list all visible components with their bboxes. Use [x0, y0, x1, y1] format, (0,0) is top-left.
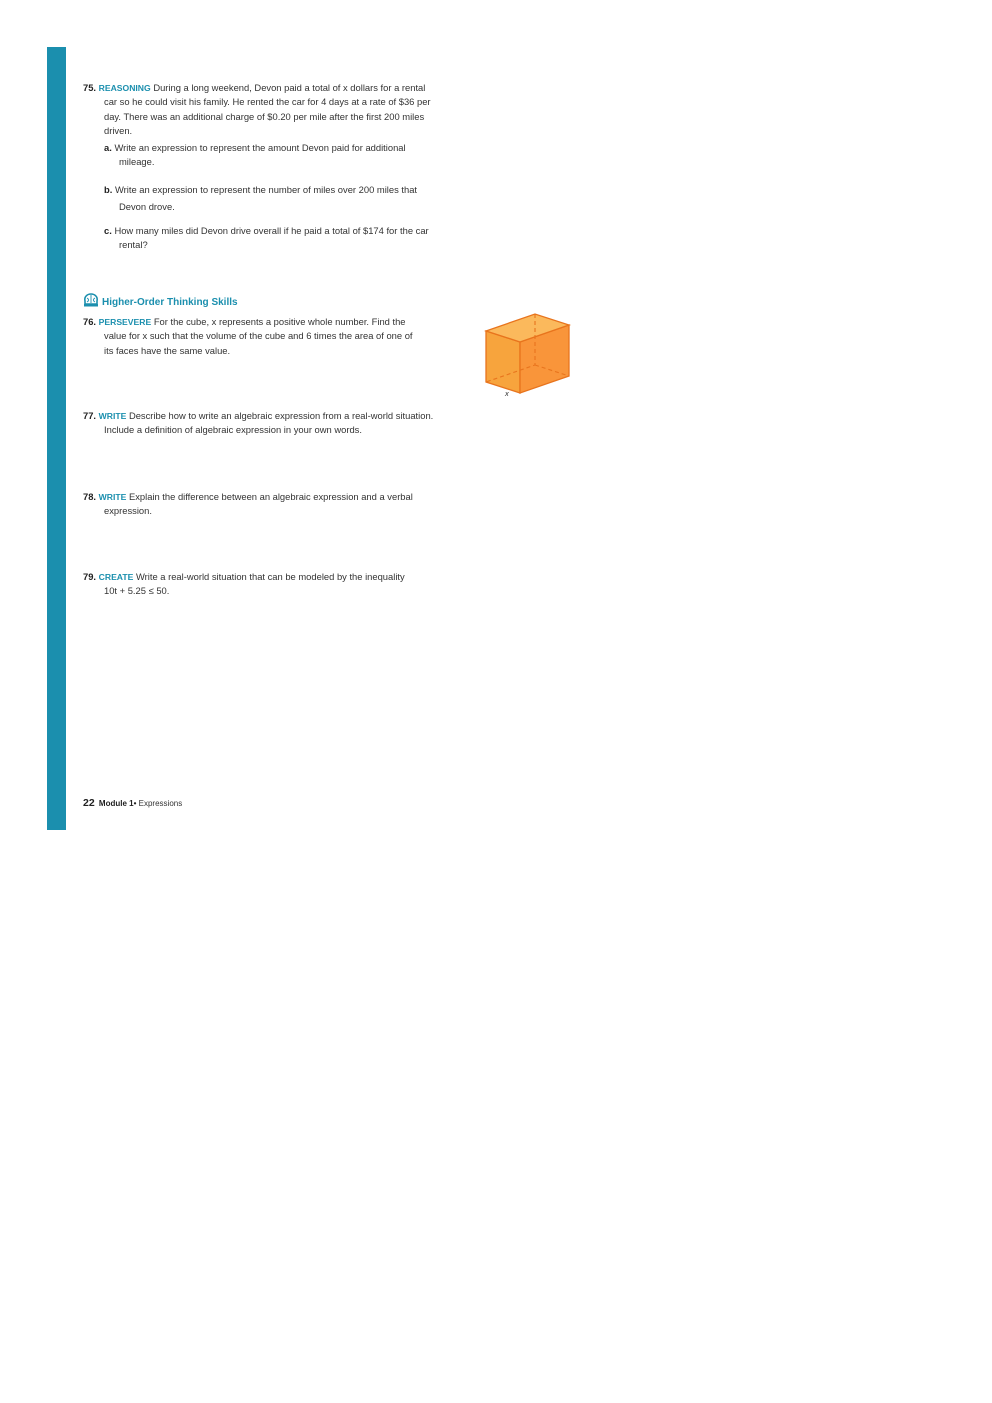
problem-text-line: car so he could visit his family. He rented the car for 4 days at a rate of $36 per [104, 96, 431, 108]
problem-text-line: 10t + 5.25 ≤ 50. [104, 585, 170, 597]
page-number: 22 [83, 797, 95, 809]
hots-heading [83, 293, 238, 312]
problem-text-line: During a long weekend, Devon paid a total of x dollars for a rental [153, 82, 426, 93]
hots-title: Higher-Order Thinking Skills [102, 297, 238, 308]
subpart-text: Write an expression to represent the amount Devon paid for additional [114, 142, 406, 153]
cube-figure [484, 311, 574, 406]
cube-edge-label: x [505, 389, 509, 398]
problem-75 [83, 81, 431, 138]
problem-tag: CREATE [98, 572, 134, 582]
problem-76 [83, 315, 413, 358]
problem-text-line: For the cube, x represents a positive whole number. Find the [153, 316, 406, 327]
problem-text-line: value for x such that the volume of the cube and 6 times the area of one of [104, 330, 413, 342]
problem-text-line: its faces have the same value. [104, 344, 231, 356]
problem-tag: WRITE [98, 411, 127, 421]
subpart-label: b. [104, 184, 113, 195]
subpart-text: Write an expression to represent the number of miles over 200 miles that [114, 184, 418, 195]
problem-number: 75. [83, 82, 97, 93]
problem-number: 78. [83, 491, 97, 502]
problem-text-line: Write a real-world situation that can be modeled by the inequality [135, 571, 405, 582]
problem-text-line: Explain the difference between an algebraic expression and a verbal [128, 491, 413, 502]
subpart-text: mileage. [119, 156, 155, 168]
page-footer [83, 797, 182, 809]
problem-number: 77. [83, 410, 97, 421]
subpart-text: Devon drove. [119, 201, 175, 212]
problem-79 [83, 570, 405, 599]
problem-77 [83, 409, 433, 438]
subpart-b [104, 181, 417, 215]
subpart-a [104, 141, 406, 170]
problem-text-line: day. There was an additional charge of $0.20 per mile after the first 200 miles [104, 110, 425, 122]
brain-icon [83, 293, 99, 312]
problem-text-line: driven. [104, 124, 133, 136]
problem-tag: REASONING [98, 83, 151, 93]
subpart-text: rental? [119, 239, 148, 251]
module-label: Module 1 [98, 799, 134, 808]
side-accent-bar [47, 47, 66, 830]
problem-tag: PERSEVERE [98, 317, 152, 327]
problem-text-line: Include a definition of algebraic expression in your own words. [104, 424, 362, 436]
problem-tag: WRITE [98, 492, 127, 502]
subpart-c [104, 224, 429, 253]
problem-text-line: expression. [104, 505, 152, 517]
footer-separator: • [133, 799, 137, 808]
subpart-label: a. [104, 142, 112, 153]
problem-text-line: Describe how to write an algebraic expression from a real-world situation. [128, 410, 434, 421]
problem-number: 76. [83, 316, 97, 327]
section-label: Expressions [138, 799, 183, 808]
problem-number: 79. [83, 571, 97, 582]
subpart-label: c. [104, 225, 112, 236]
problem-78 [83, 490, 413, 519]
subpart-text: How many miles did Devon drive overall if he paid a total of $174 for the car [114, 225, 429, 236]
